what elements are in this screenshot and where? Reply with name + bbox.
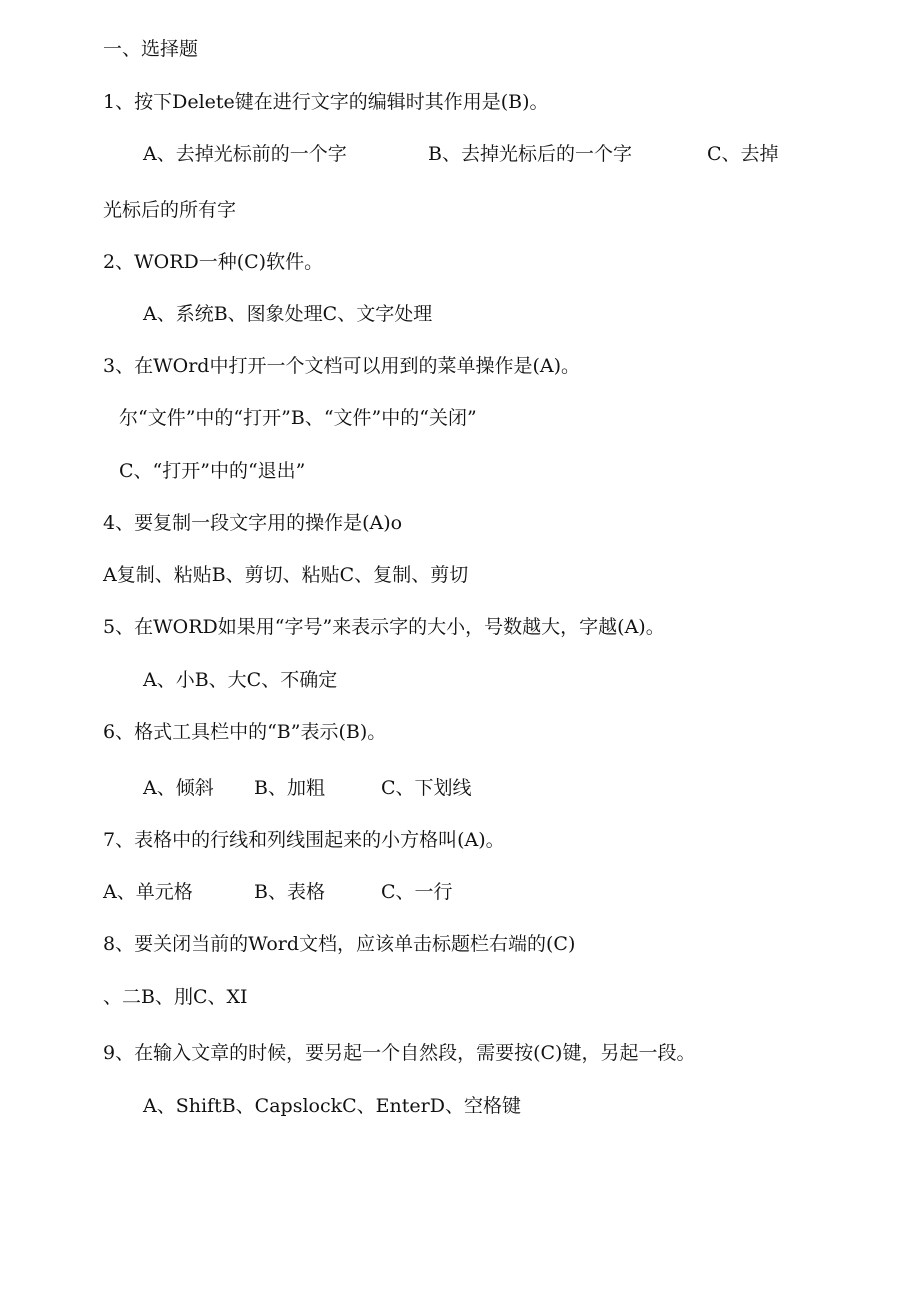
question-2-stem: 2、WORD一种(C)软件。 (103, 251, 324, 273)
question-1-option-a: A、去掉光标前的一个字 (143, 143, 347, 165)
question-9-stem: 9、在输入文章的时候，要另起一个自然段，需要按(C)键，另起一段。 (103, 1042, 696, 1064)
section-title: 一、选择题 (103, 38, 199, 60)
question-5-options: A、小B、大C、不确定 (143, 669, 338, 691)
question-1-stem: 1、按下Delete键在进行文字的编辑时其作用是(B)。 (103, 91, 549, 113)
question-7-option-a: A、单元格 (103, 881, 193, 903)
question-7-stem: 7、表格中的行线和列线围起来的小方格叫(A)。 (103, 829, 505, 851)
question-2-options: A、系统B、图象处理C、文字处理 (143, 303, 433, 325)
question-3-options: 尔“文件”中的“打开”B、“文件”中的“关闭” (119, 407, 477, 429)
question-7-option-c: C、一行 (381, 881, 453, 903)
question-1-option-b: B、去掉光标后的一个字 (428, 143, 632, 165)
question-8-stem: 8、要关闭当前的Word文档，应该单击标题栏右端的(C) (103, 933, 576, 955)
question-8-options: 、二B、刖C、XI (103, 986, 248, 1008)
question-6-option-a: A、倾斜 (143, 777, 214, 799)
question-4-stem: 4、要复制一段文字用的操作是(A)o (103, 512, 403, 534)
question-6-option-b: B、加粗 (254, 777, 325, 799)
question-3-stem: 3、在WOrd中打开一个文档可以用到的菜单操作是(A)。 (103, 355, 580, 377)
question-6-stem: 6、格式工具栏中的“B”表示(B)。 (103, 721, 387, 743)
question-1-continuation: 光标后的所有字 (103, 199, 237, 221)
question-4-options: A复制、粘贴B、剪切、粘贴C、复制、剪切 (103, 564, 469, 586)
question-6-option-c: C、下划线 (381, 777, 472, 799)
question-5-stem: 5、在WORD如果用“字号”来表示字的大小，号数越大，字越(A)。 (103, 616, 665, 638)
question-7-option-b: B、表格 (254, 881, 325, 903)
question-9-options: A、ShiftB、CapslockC、EnterD、空格键 (143, 1095, 521, 1117)
question-1-option-c: C、去掉 (707, 143, 779, 165)
question-3-options-2: C、“打开”中的“退出” (119, 460, 306, 482)
